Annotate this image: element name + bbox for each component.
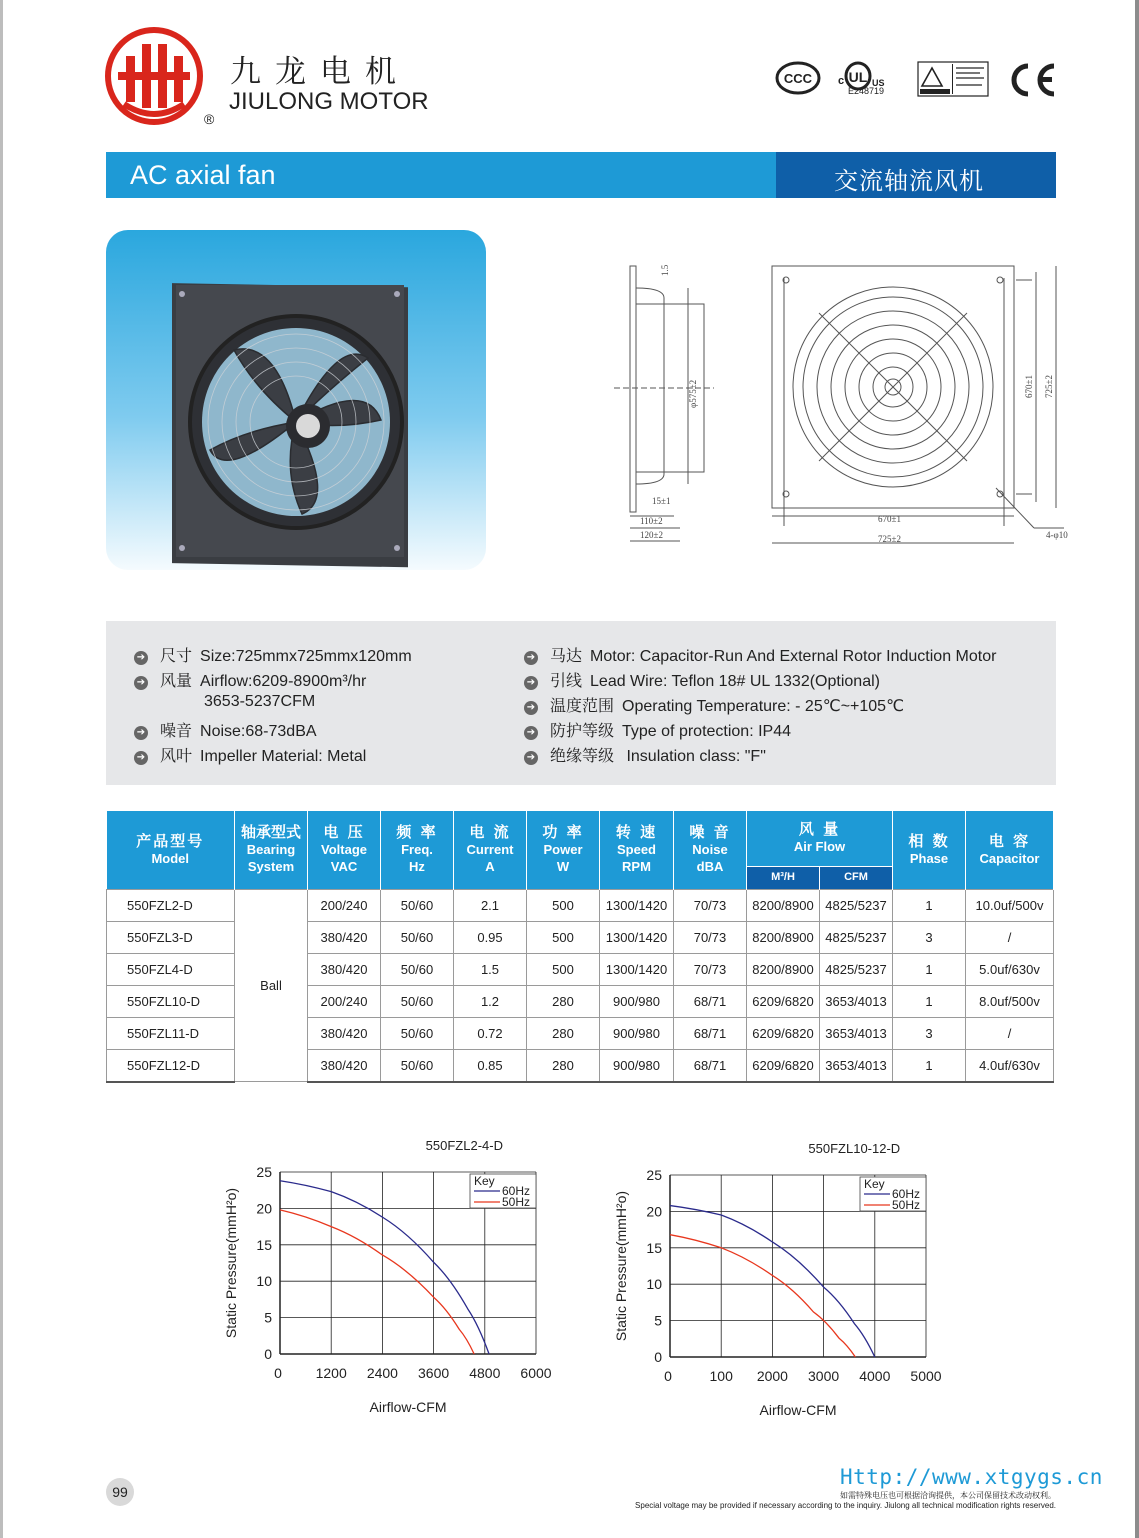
table-cell: / bbox=[966, 921, 1054, 953]
chart-550fzl2-4 bbox=[210, 1130, 570, 1420]
y-tick-label: 10 bbox=[646, 1276, 662, 1293]
table-cell: 68/71 bbox=[674, 985, 747, 1017]
table-cell: 10.0uf/500v bbox=[966, 889, 1054, 921]
brand-name-en: JIULONG MOTOR bbox=[229, 88, 429, 115]
series-line-50hz bbox=[670, 1235, 855, 1357]
x-tick-label: 2000 bbox=[756, 1368, 788, 1384]
arrow-icon: ➔ bbox=[524, 651, 538, 665]
table-cell: 1.2 bbox=[454, 985, 527, 1017]
dim-5: 120±2 bbox=[640, 530, 663, 540]
table-cell: 6209/6820 bbox=[747, 985, 820, 1017]
arrow-icon: ➔ bbox=[524, 701, 538, 715]
table-cell: 3 bbox=[893, 921, 966, 953]
legend-label: 60Hz bbox=[892, 1187, 921, 1201]
table-cell: 500 bbox=[527, 953, 600, 985]
header-power: 功 率 Power W bbox=[527, 811, 600, 889]
header-voltage: 电 压 Voltage VAC bbox=[308, 811, 381, 889]
title-bar-right bbox=[776, 152, 1056, 198]
table-cell: 1 bbox=[893, 953, 966, 985]
table-cell: 4825/5237 bbox=[820, 889, 893, 921]
table-cell: 1 bbox=[893, 985, 966, 1017]
spec-table bbox=[106, 811, 1054, 1083]
table-cell: 500 bbox=[527, 921, 600, 953]
table-row bbox=[107, 889, 1054, 921]
table-cell: 280 bbox=[527, 1017, 600, 1049]
table-cell: 50/60 bbox=[381, 889, 454, 921]
notice-cn: 如需特殊电压也可根据洽询提供，本公司保留技术改动权利。 bbox=[840, 1491, 1056, 1500]
table-cell: 4825/5237 bbox=[820, 953, 893, 985]
tuv-mark-icon bbox=[918, 62, 988, 96]
x-tick-label: 3000 bbox=[808, 1368, 840, 1384]
spec-text: Motor: Capacitor-Run And External Rotor Induction Motor bbox=[590, 648, 997, 665]
table-cell: 550FZL2-D bbox=[107, 889, 235, 921]
arrow-icon: ➔ bbox=[134, 751, 148, 765]
arrow-icon: ➔ bbox=[524, 751, 538, 765]
bearing-cell: Ball bbox=[235, 889, 308, 1082]
table-cell: 8200/8900 bbox=[747, 921, 820, 953]
spec-noise bbox=[134, 718, 317, 741]
table-cell: 50/60 bbox=[381, 1017, 454, 1049]
spec-lead-wire bbox=[524, 668, 880, 691]
table-cell: 68/71 bbox=[674, 1049, 747, 1082]
product-title-en: AC axial fan bbox=[130, 160, 276, 190]
spec-text: 温度范围 bbox=[550, 696, 615, 715]
y-tick-label: 25 bbox=[646, 1167, 662, 1183]
svg-text:CCC: CCC bbox=[783, 71, 813, 86]
table-cell: 550FZL12-D bbox=[107, 1049, 235, 1082]
dim-2: φ575±2 bbox=[688, 379, 698, 408]
legend-label: 50Hz bbox=[892, 1198, 921, 1212]
table-cell: 1300/1420 bbox=[600, 953, 674, 985]
y-tick-label: 10 bbox=[256, 1273, 272, 1290]
table-cell: 50/60 bbox=[381, 1049, 454, 1082]
spec-box bbox=[106, 621, 1056, 785]
table-cell: 50/60 bbox=[381, 985, 454, 1017]
spec-text: Impeller Material: Metal bbox=[200, 748, 367, 765]
spec-motor bbox=[524, 643, 996, 666]
table-cell: 3653/4013 bbox=[820, 985, 893, 1017]
table-cell: 8200/8900 bbox=[747, 889, 820, 921]
spec-text: 噪音 bbox=[160, 721, 193, 740]
spec-text: Lead Wire: Teflon 18# UL 1332(Optional) bbox=[590, 673, 880, 690]
chart-title: 550FZL10-12-D bbox=[808, 1141, 901, 1156]
product-photo bbox=[106, 230, 486, 570]
spec-airflow bbox=[134, 668, 366, 691]
x-tick-label: 0 bbox=[274, 1365, 282, 1381]
table-cell: 70/73 bbox=[674, 889, 747, 921]
table-cell: 550FZL3-D bbox=[107, 921, 235, 953]
table-cell: 50/60 bbox=[381, 921, 454, 953]
arrow-icon: ➔ bbox=[134, 726, 148, 740]
spec-size bbox=[134, 643, 412, 666]
x-tick-label: 3600 bbox=[418, 1365, 450, 1381]
axial-fan-image bbox=[106, 230, 486, 570]
spec-text: 风量 bbox=[160, 671, 193, 690]
table-cell: 0.95 bbox=[454, 921, 527, 953]
header-speed: 转 速 Speed RPM bbox=[600, 811, 674, 889]
y-tick-label: 5 bbox=[264, 1309, 272, 1326]
notice-en: Special voltage may be provided if necessary according to the inquiry. Jiulong all technical modification rights reserved. bbox=[635, 1501, 1056, 1510]
table-cell: 1.5 bbox=[454, 953, 527, 985]
table-cell: 1 bbox=[893, 889, 966, 921]
certification-marks bbox=[774, 58, 1058, 102]
legend-label: 60Hz bbox=[502, 1184, 531, 1198]
dim-4: 110±2 bbox=[640, 516, 663, 526]
page-right-edge bbox=[1135, 0, 1139, 1538]
spec-text: 风叶 bbox=[160, 746, 193, 765]
spec-text: Airflow:6209-8900m³/hr bbox=[200, 673, 367, 690]
spec-airflow-cfm bbox=[204, 693, 315, 711]
table-cell: 200/240 bbox=[308, 985, 381, 1017]
y-tick-label: 20 bbox=[646, 1203, 662, 1220]
registered-mark: ® bbox=[204, 111, 215, 127]
table-cell: / bbox=[966, 1017, 1054, 1049]
y-tick-label: 5 bbox=[654, 1312, 662, 1329]
header-airflow: 风 量 Air Flow bbox=[747, 811, 893, 866]
table-cell: 3653/4013 bbox=[820, 1049, 893, 1082]
dim-8: 670±1 bbox=[878, 514, 901, 524]
table-cell: 3 bbox=[893, 1017, 966, 1049]
product-title-cn: 交流轴流风机 bbox=[834, 167, 984, 195]
table-cell: 6209/6820 bbox=[747, 1017, 820, 1049]
ul-file-number: E248719 bbox=[848, 86, 885, 96]
spec-insulation bbox=[524, 743, 766, 766]
header-current: 电 流 Current A bbox=[454, 811, 527, 889]
y-tick-label: 15 bbox=[256, 1236, 272, 1253]
arrow-icon: ➔ bbox=[134, 651, 148, 665]
dim-1: 1.5 bbox=[660, 264, 670, 276]
x-tick-label: 0 bbox=[664, 1368, 672, 1384]
website-link[interactable]: Http://www.xtgygs.cn bbox=[840, 1465, 1103, 1489]
dim-6: 670±1 bbox=[1024, 375, 1034, 398]
svg-text:US: US bbox=[872, 78, 885, 88]
table-cell: 1 bbox=[893, 1049, 966, 1082]
legend-title: Key bbox=[474, 1174, 495, 1188]
ccc-mark-icon bbox=[777, 63, 819, 93]
table-cell: 50/60 bbox=[381, 953, 454, 985]
table-cell: 900/980 bbox=[600, 985, 674, 1017]
arrow-icon: ➔ bbox=[524, 726, 538, 740]
y-axis-label: Static Pressure(mmH²o) bbox=[223, 1187, 239, 1339]
y-tick-label: 20 bbox=[256, 1200, 272, 1217]
page-number: 99 bbox=[106, 1478, 134, 1506]
table-cell: 280 bbox=[527, 1049, 600, 1082]
legend-title: Key bbox=[864, 1177, 885, 1191]
x-tick-label: 100 bbox=[709, 1368, 733, 1384]
table-cell: 0.72 bbox=[454, 1017, 527, 1049]
header-airflow-m3h: M³/H bbox=[747, 866, 820, 889]
dim-3: 15±1 bbox=[652, 496, 671, 506]
chart-title: 550FZL2-4-D bbox=[425, 1138, 503, 1153]
x-tick-label: 4800 bbox=[469, 1365, 501, 1381]
y-tick-label: 15 bbox=[646, 1239, 662, 1256]
spec-text: Operating Temperature: - 25℃~+105℃ bbox=[622, 698, 905, 715]
dim-7: 725±2 bbox=[1044, 375, 1054, 398]
spec-text: 防护等级 bbox=[550, 721, 615, 740]
header-capacitor: 电 容 Capacitor bbox=[966, 811, 1054, 889]
table-cell: 380/420 bbox=[308, 953, 381, 985]
spec-text: 3653-5237CFM bbox=[204, 693, 316, 710]
table-cell: 8.0uf/500v bbox=[966, 985, 1054, 1017]
legend-label: 50Hz bbox=[502, 1195, 531, 1209]
y-tick-label: 0 bbox=[654, 1349, 662, 1365]
spec-text: Noise:68-73dBA bbox=[200, 723, 317, 740]
spec-text: 马达 bbox=[550, 646, 583, 665]
spec-text: Insulation class: "F" bbox=[622, 748, 766, 765]
title-bar bbox=[106, 152, 1056, 198]
header-phase: 相 数 Phase bbox=[893, 811, 966, 889]
jiulong-logo-icon bbox=[104, 26, 204, 126]
table-cell: 1300/1420 bbox=[600, 889, 674, 921]
table-cell: 5.0uf/630v bbox=[966, 953, 1054, 985]
table-cell: 8200/8900 bbox=[747, 953, 820, 985]
chart-550fzl10-12 bbox=[600, 1133, 960, 1423]
table-cell: 380/420 bbox=[308, 1017, 381, 1049]
table-cell: 70/73 bbox=[674, 921, 747, 953]
table-cell: 6209/6820 bbox=[747, 1049, 820, 1082]
y-axis-label: Static Pressure(mmH²o) bbox=[613, 1190, 629, 1342]
header-model: 产品型号 Model bbox=[107, 811, 235, 889]
spec-protection bbox=[524, 718, 791, 741]
spec-temperature bbox=[524, 693, 904, 716]
header-freq: 频 率 Freq. Hz bbox=[381, 811, 454, 889]
technical-drawing bbox=[604, 258, 1074, 558]
table-cell: 200/240 bbox=[308, 889, 381, 921]
dim-10: 4-φ10 bbox=[1046, 530, 1068, 540]
x-tick-label: 4000 bbox=[859, 1368, 891, 1384]
table-cell: 550FZL4-D bbox=[107, 953, 235, 985]
page-left-edge bbox=[0, 0, 3, 1538]
y-tick-label: 0 bbox=[264, 1346, 272, 1362]
x-tick-label: 1200 bbox=[315, 1365, 347, 1381]
arrow-icon: ➔ bbox=[134, 676, 148, 690]
arrow-icon: ➔ bbox=[524, 676, 538, 690]
spec-text: Type of protection: IP44 bbox=[622, 723, 792, 740]
header-bearing: 轴承型式 Bearing System bbox=[235, 811, 308, 889]
table-cell: 900/980 bbox=[600, 1049, 674, 1082]
table-cell: 1300/1420 bbox=[600, 921, 674, 953]
table-cell: 0.85 bbox=[454, 1049, 527, 1082]
table-cell: 280 bbox=[527, 985, 600, 1017]
table-cell: 3653/4013 bbox=[820, 1017, 893, 1049]
x-axis-label: Airflow-CFM bbox=[369, 1399, 447, 1415]
dim-9: 725±2 bbox=[878, 534, 901, 544]
brand-name-cn: 九龙电机 bbox=[230, 54, 410, 90]
header-airflow-cfm: CFM bbox=[820, 866, 893, 889]
series-line-50hz bbox=[280, 1210, 474, 1354]
header-noise: 噪 音 Noise dBA bbox=[674, 811, 747, 889]
table-cell: 500 bbox=[527, 889, 600, 921]
x-tick-label: 5000 bbox=[910, 1368, 942, 1384]
y-tick-label: 25 bbox=[256, 1164, 272, 1180]
table-cell: 550FZL10-D bbox=[107, 985, 235, 1017]
spec-text: 引线 bbox=[550, 671, 583, 690]
table-cell: 380/420 bbox=[308, 1049, 381, 1082]
table-cell: 4.0uf/630v bbox=[966, 1049, 1054, 1082]
spec-text: 绝缘等级 bbox=[550, 746, 615, 765]
table-cell: 900/980 bbox=[600, 1017, 674, 1049]
spec-text: 尺寸 bbox=[160, 646, 193, 665]
x-tick-label: 2400 bbox=[366, 1365, 398, 1381]
table-cell: 380/420 bbox=[308, 921, 381, 953]
ce-mark-icon bbox=[1014, 66, 1054, 94]
spec-text: Size:725mmx725mmx120mm bbox=[200, 648, 412, 665]
table-cell: 70/73 bbox=[674, 953, 747, 985]
x-axis-label: Airflow-CFM bbox=[759, 1402, 837, 1418]
spec-impeller bbox=[134, 743, 366, 766]
svg-text:UL: UL bbox=[848, 69, 868, 85]
table-cell: 550FZL11-D bbox=[107, 1017, 235, 1049]
x-tick-label: 6000 bbox=[520, 1365, 552, 1381]
title-bar-left bbox=[106, 152, 776, 198]
table-cell: 68/71 bbox=[674, 1017, 747, 1049]
svg-text:c: c bbox=[838, 75, 845, 87]
table-cell: 4825/5237 bbox=[820, 921, 893, 953]
table-cell: 2.1 bbox=[454, 889, 527, 921]
